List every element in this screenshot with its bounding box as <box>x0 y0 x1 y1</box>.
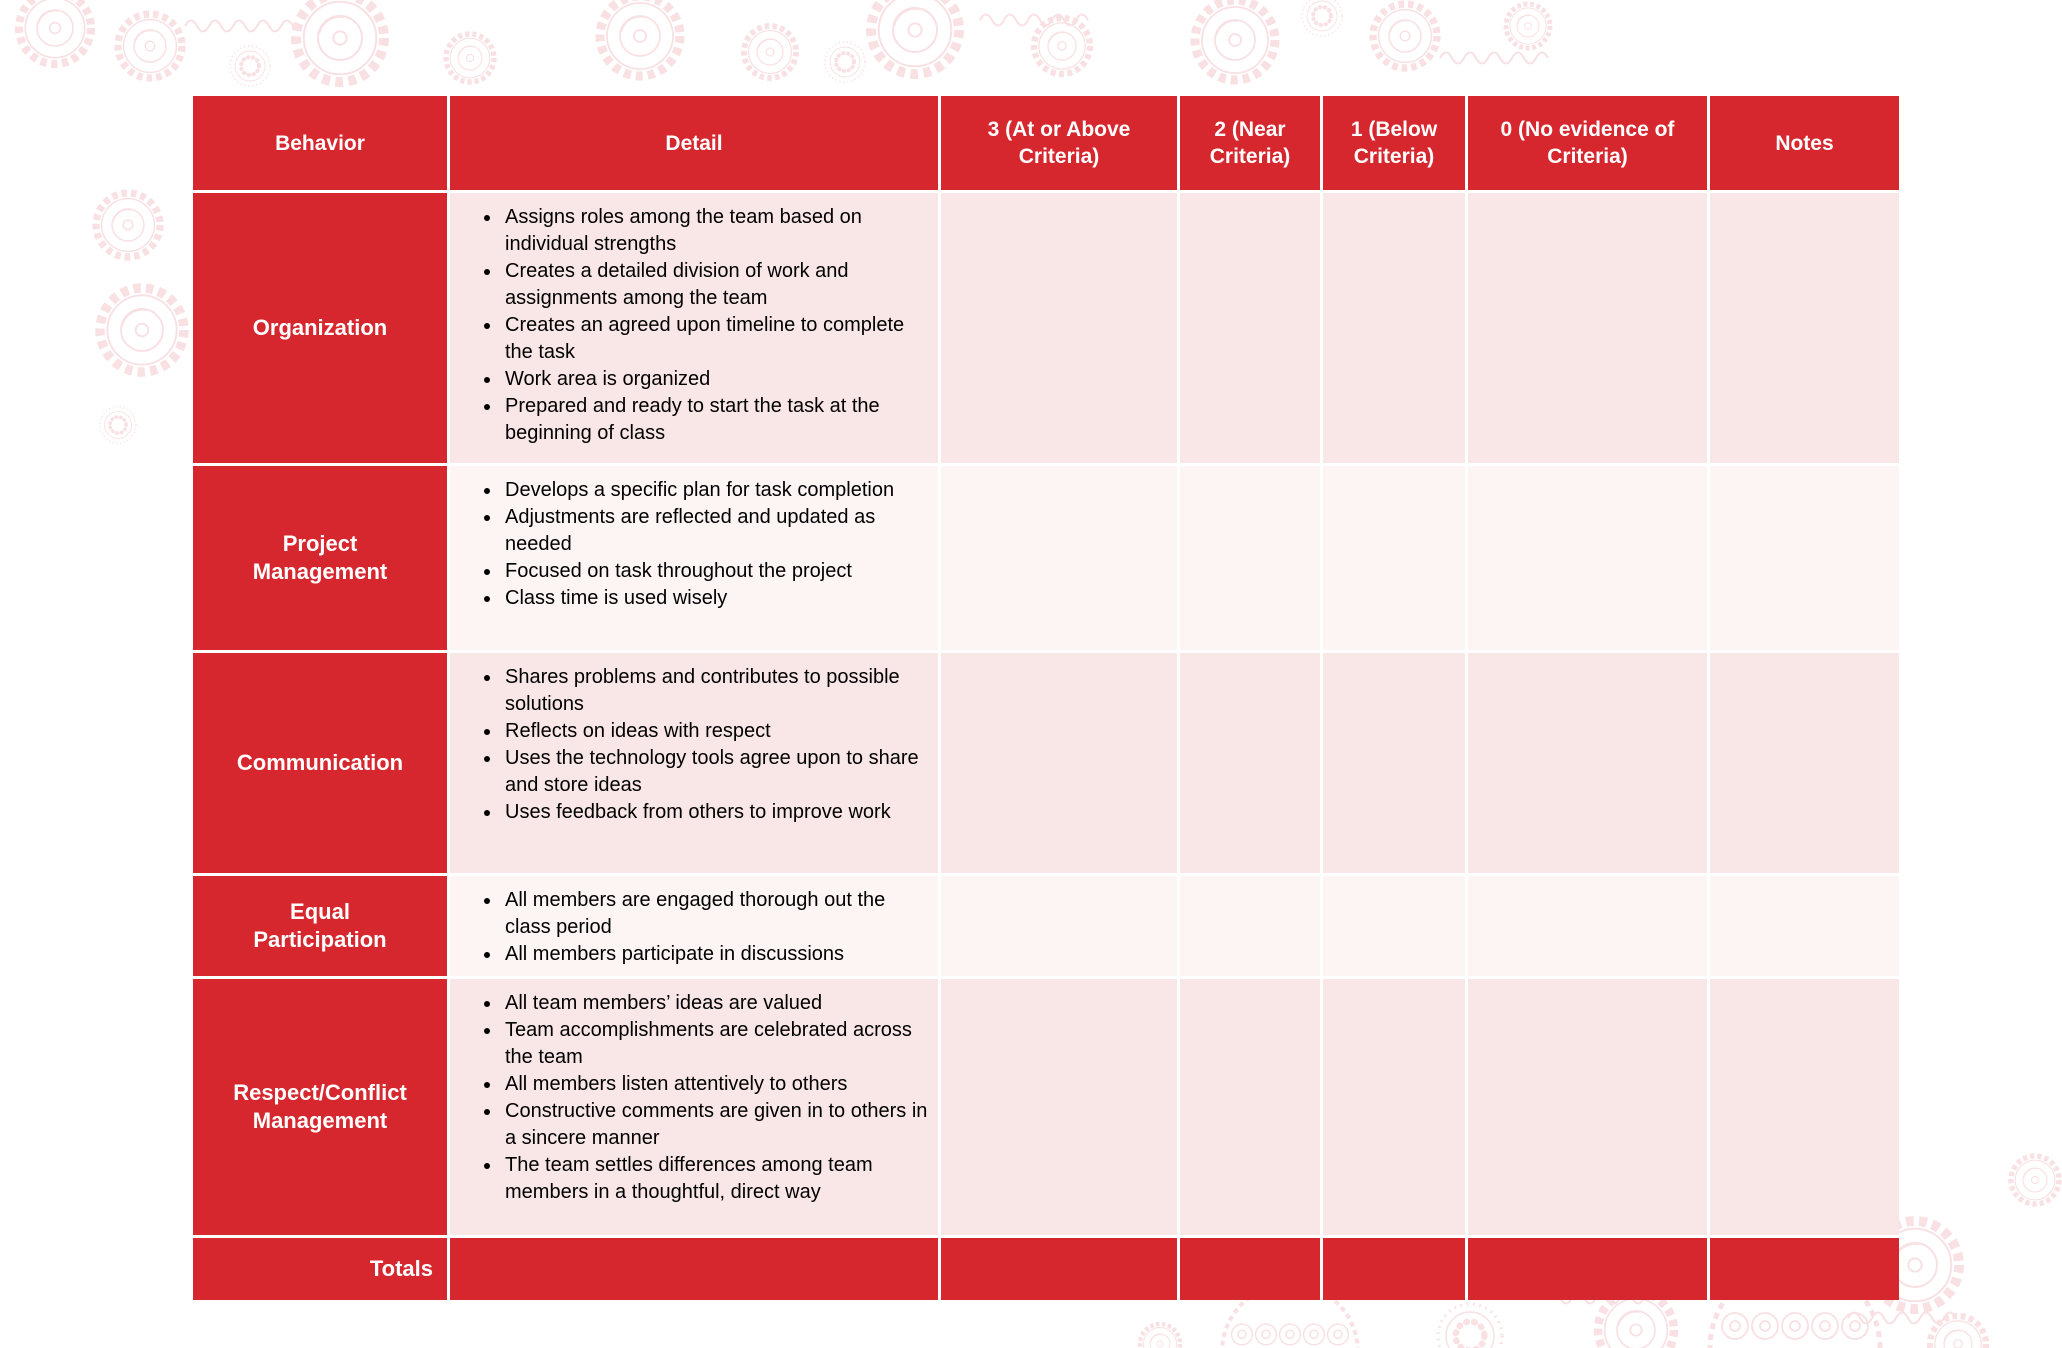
score-cell-0 <box>1468 193 1707 463</box>
totals-label-cell: Totals <box>193 1238 447 1300</box>
totals-score-cell-1 <box>1323 1238 1465 1300</box>
score-cell-3 <box>941 193 1177 463</box>
score-cell-2 <box>1180 653 1320 873</box>
score-cell-1 <box>1323 979 1465 1235</box>
totals-score-cell-0 <box>1468 1238 1707 1300</box>
column-header-score-3: 3 (At or Above Criteria) <box>941 96 1177 190</box>
detail-cell <box>450 979 938 1235</box>
score-cell-1 <box>1323 876 1465 976</box>
score-cell-3 <box>941 466 1177 650</box>
totals-notes-cell <box>1710 1238 1899 1300</box>
totals-score-cell-2 <box>1180 1238 1320 1300</box>
totals-score-cell-3 <box>941 1238 1177 1300</box>
notes-cell <box>1710 876 1899 976</box>
detail-bullet: • Adjustments are reflected and updated as needed <box>502 504 928 558</box>
detail-bullet: • Class time is used wisely <box>502 585 928 612</box>
column-header-score-2: 2 (Near Criteria) <box>1180 96 1320 190</box>
notes-cell <box>1710 979 1899 1235</box>
detail-bullet: • All members listen attentively to others <box>502 1071 928 1098</box>
behavior-label-cell: Project Management <box>193 466 447 650</box>
score-cell-0 <box>1468 466 1707 650</box>
score-cell-0 <box>1468 979 1707 1235</box>
detail-bullet: • Work area is organized <box>502 366 928 393</box>
behavior-label-cell: Respect/Conflict Management <box>193 979 447 1235</box>
score-cell-2 <box>1180 466 1320 650</box>
detail-bullet: • Reflects on ideas with respect <box>502 718 928 745</box>
column-header-notes: Notes <box>1710 96 1899 190</box>
detail-cell <box>450 193 938 463</box>
notes-cell <box>1710 466 1899 650</box>
detail-bullet: • Prepared and ready to start the task at the beginning of class <box>502 393 928 447</box>
score-cell-1 <box>1323 653 1465 873</box>
detail-bullet: • Constructive comments are given in to others in a sincere manner <box>502 1098 928 1152</box>
score-cell-2 <box>1180 979 1320 1235</box>
behavior-label-cell: Equal Participation <box>193 876 447 976</box>
detail-list <box>456 887 928 968</box>
score-cell-3 <box>941 653 1177 873</box>
detail-list <box>456 664 928 826</box>
detail-bullet: • Develops a specific plan for task completion <box>502 477 928 504</box>
score-cell-2 <box>1180 876 1320 976</box>
column-header-score-1: 1 (Below Criteria) <box>1323 96 1465 190</box>
detail-bullet: • Creates an agreed upon timeline to complete the task <box>502 312 928 366</box>
notes-cell <box>1710 193 1899 463</box>
detail-bullet: • All members participate in discussions <box>502 941 928 968</box>
detail-bullet: • Creates a detailed division of work and assignments among the team <box>502 258 928 312</box>
detail-bullet: • The team settles differences among team members in a thoughtful, direct way <box>502 1152 928 1206</box>
detail-list <box>456 990 928 1206</box>
score-cell-1 <box>1323 193 1465 463</box>
detail-bullet: • Uses the technology tools agree upon to share and store ideas <box>502 745 928 799</box>
column-header-behavior: Behavior <box>193 96 447 190</box>
detail-bullet: • Uses feedback from others to improve work <box>502 799 928 826</box>
score-cell-2 <box>1180 193 1320 463</box>
totals-detail-cell <box>450 1238 938 1300</box>
detail-cell <box>450 466 938 650</box>
detail-bullet: • All members are engaged thorough out the class period <box>502 887 928 941</box>
column-header-score-0: 0 (No evidence of Criteria) <box>1468 96 1707 190</box>
notes-cell <box>1710 653 1899 873</box>
behavior-label-cell: Organization <box>193 193 447 463</box>
detail-list <box>456 477 928 612</box>
detail-bullet: • All team members’ ideas are valued <box>502 990 928 1017</box>
score-cell-1 <box>1323 466 1465 650</box>
detail-bullet: • Focused on task throughout the project <box>502 558 928 585</box>
detail-cell <box>450 653 938 873</box>
detail-cell <box>450 876 938 976</box>
detail-bullet: • Team accomplishments are celebrated across the team <box>502 1017 928 1071</box>
rubric-table <box>193 96 1899 1300</box>
score-cell-0 <box>1468 653 1707 873</box>
behavior-label-cell: Communication <box>193 653 447 873</box>
score-cell-3 <box>941 979 1177 1235</box>
detail-bullet: • Assigns roles among the team based on individual strengths <box>502 204 928 258</box>
detail-bullet: • Shares problems and contributes to possible solutions <box>502 664 928 718</box>
score-cell-3 <box>941 876 1177 976</box>
score-cell-0 <box>1468 876 1707 976</box>
detail-list <box>456 204 928 447</box>
column-header-detail: Detail <box>450 96 938 190</box>
